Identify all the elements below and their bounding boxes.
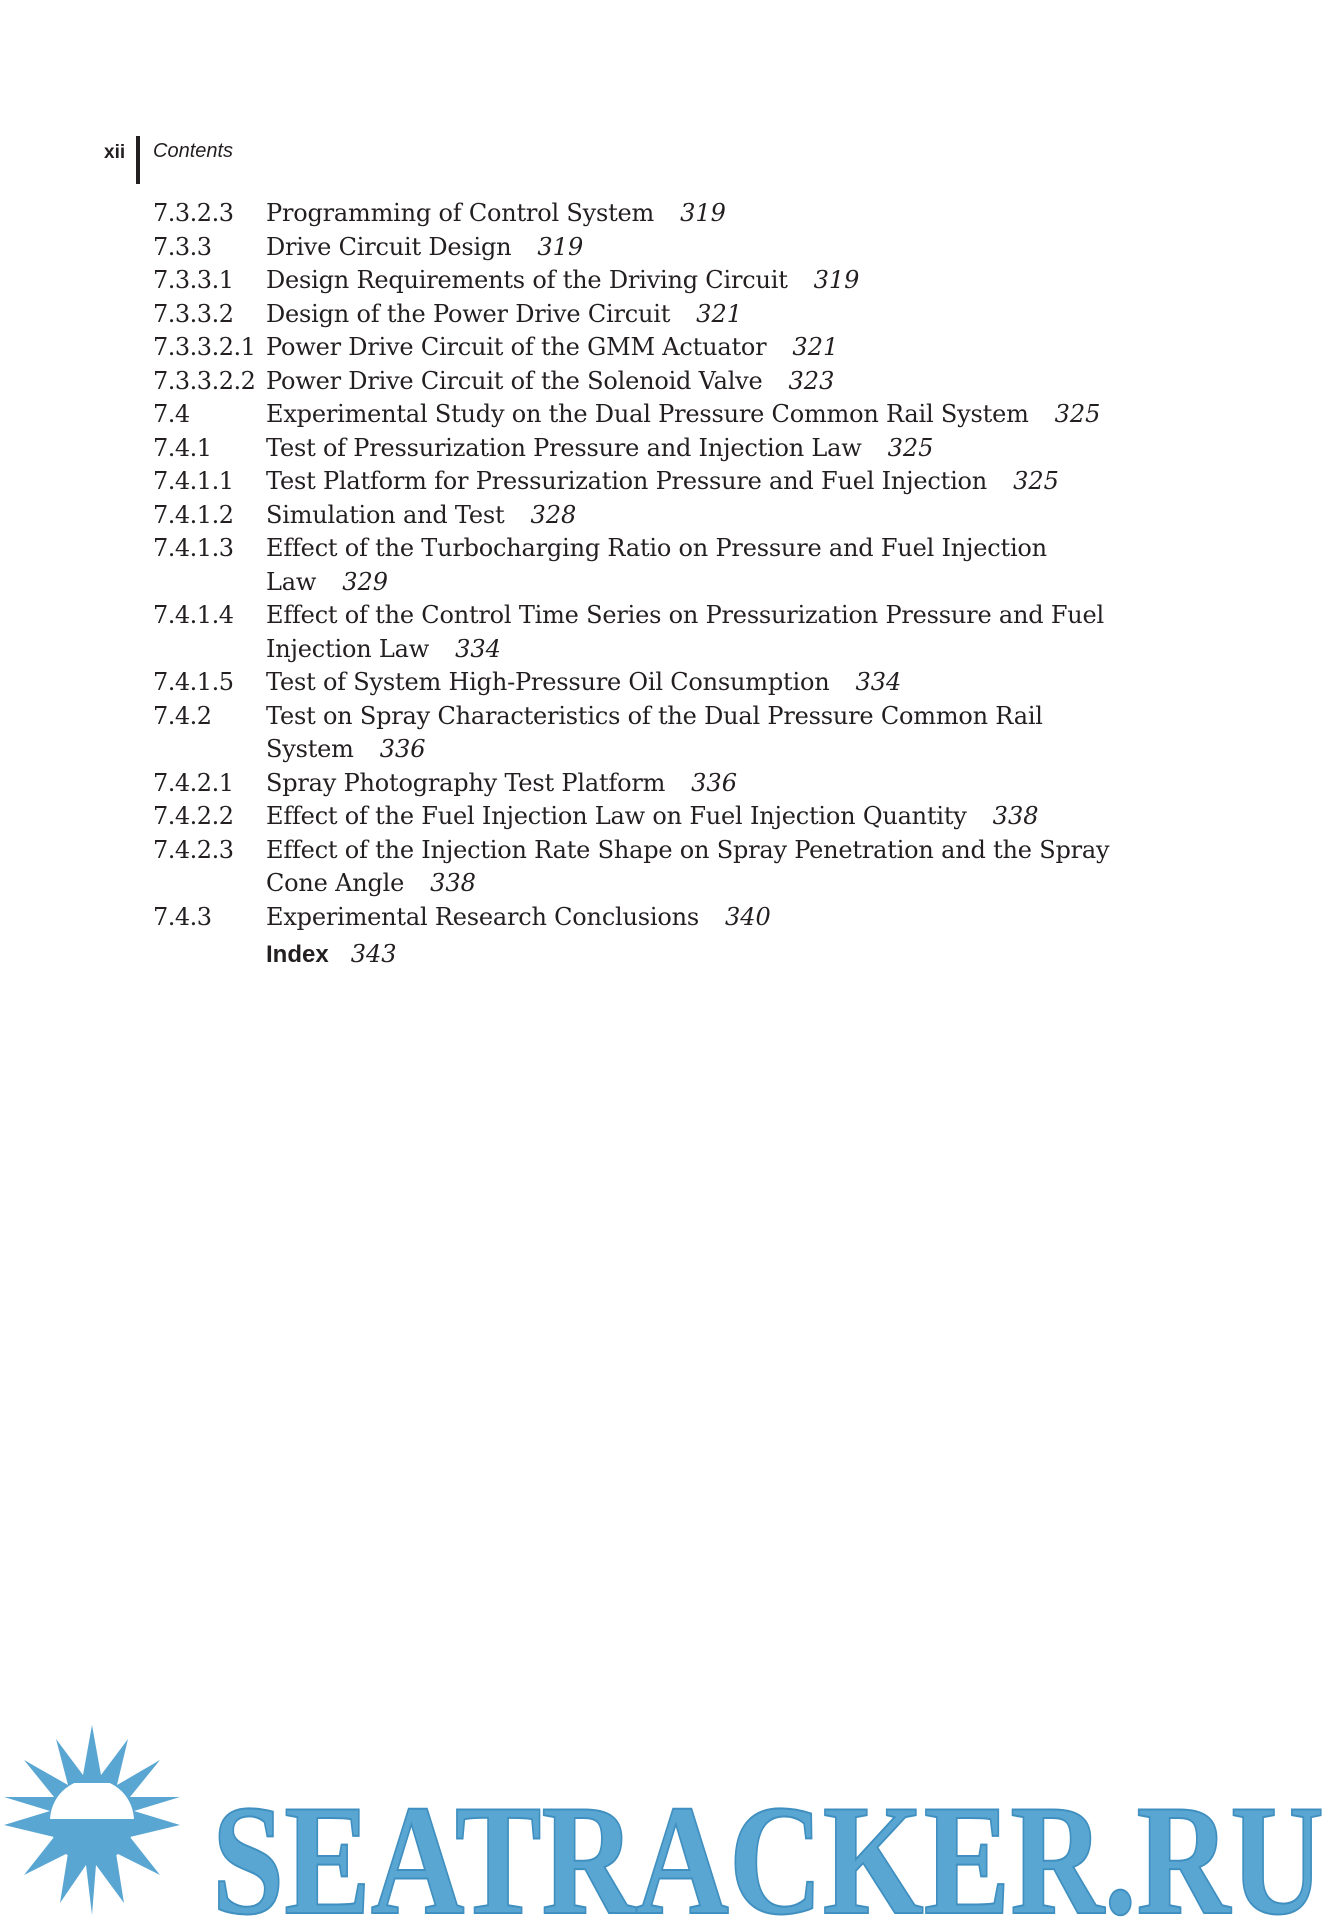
toc-entry-title: Design of the Power Drive Circuit: [266, 299, 671, 328]
toc-entry[interactable]: [153, 365, 1173, 399]
toc-entry-number: 7.3.3.2.2: [153, 366, 256, 395]
sun-logo-icon: [4, 1725, 180, 1915]
toc-entry-body: [266, 331, 1173, 365]
toc-entry[interactable]: [153, 666, 1173, 700]
toc-entry-title: Test on Spray Characteristics of the Dual Pressure Common Rail System: [266, 701, 1043, 763]
toc-entry-number: 7.4.1.4: [153, 601, 234, 629]
toc-entry-page: 323: [788, 366, 835, 395]
toc-entry[interactable]: [153, 231, 1173, 265]
toc-entry-body: [266, 465, 1173, 499]
toc-entry-title: Power Drive Circuit of the GMM Actuator: [266, 333, 767, 361]
toc-entry[interactable]: [153, 331, 1173, 365]
toc-entry[interactable]: [153, 298, 1173, 332]
toc-entry-title: Effect of the Fuel Injection Law on Fuel Injection Quantity: [266, 802, 967, 830]
toc-entry-body: [266, 767, 1173, 801]
toc-entry-page: 338: [992, 802, 1039, 830]
toc-entry-page: 336: [691, 768, 737, 797]
toc-entry-title: Drive Circuit Design: [266, 232, 512, 261]
toc-entry-number: 7.3.3.2: [153, 299, 234, 328]
toc-entry-number: 7.4.1.1: [153, 467, 234, 495]
toc-entry-title: Effect of the Turbocharging Ratio on Pressure and Fuel Injection Law: [266, 534, 1047, 596]
toc-entry-body: [266, 432, 1173, 466]
toc-entry-title: Effect of the Injection Rate Shape on Spray Penetration and the Spray Cone Angle: [266, 835, 1110, 897]
toc-entry[interactable]: [153, 901, 1173, 935]
toc-entry-number: 7.4.2.1: [153, 768, 234, 797]
toc-entry-number: 7.4.1.2: [153, 500, 234, 529]
toc-entry[interactable]: [153, 834, 1173, 901]
toc-entry-title: Programming of Control System: [266, 199, 655, 227]
toc-entry-body: [266, 499, 1173, 533]
running-title: Contents: [153, 140, 234, 162]
toc-entry-body: [266, 901, 1173, 935]
index-page-number: 343: [350, 940, 397, 968]
toc-entry-title: Test of Pressurization Pressure and Injection Law: [266, 433, 862, 462]
toc-entry-page: 329: [342, 567, 389, 596]
toc-entry-page: 325: [887, 433, 934, 462]
toc-entry-body: [266, 231, 1173, 265]
toc-entry-page: 319: [813, 266, 860, 294]
toc-entry-page: 336: [379, 735, 426, 763]
toc-entry[interactable]: [153, 800, 1173, 834]
toc-entry-page: 325: [1054, 400, 1101, 428]
toc-entry[interactable]: [153, 767, 1173, 801]
toc-entry-page: 328: [530, 500, 577, 529]
toc-entry-body: [266, 264, 1173, 298]
toc-entry-number: 7.4.3: [153, 902, 212, 931]
toc-entry-number: 7.4: [153, 400, 190, 428]
toc-entry[interactable]: [153, 432, 1173, 466]
toc-entry-body: [266, 800, 1173, 834]
table-of-contents: [153, 197, 1173, 934]
toc-entry-page: 340: [725, 902, 771, 931]
toc-entry-page: 334: [455, 634, 501, 663]
toc-entry[interactable]: [153, 264, 1173, 298]
toc-entry-title: Simulation and Test: [266, 500, 505, 529]
toc-entry-page: 325: [1013, 467, 1059, 495]
toc-entry-body: [266, 834, 1173, 901]
toc-entry-body: [266, 666, 1173, 700]
toc-entry[interactable]: [153, 700, 1173, 767]
toc-entry-page: 319: [680, 199, 726, 227]
header-rule: [136, 136, 140, 184]
toc-entry-page: 321: [696, 299, 742, 328]
toc-entry[interactable]: [153, 532, 1173, 599]
toc-entry-body: [266, 532, 1173, 599]
toc-entry-number: 7.4.2.3: [153, 835, 234, 864]
toc-entry-body: [266, 298, 1173, 332]
toc-entry[interactable]: [153, 499, 1173, 533]
toc-entry[interactable]: [153, 599, 1173, 666]
toc-entry-body: [266, 197, 1173, 231]
toc-entry-title: Experimental Research Conclusions: [266, 902, 700, 931]
toc-entry-number: 7.3.3.1: [153, 266, 234, 294]
page-number: xii: [104, 142, 126, 163]
toc-entry-page: 334: [855, 668, 902, 696]
index-entry[interactable]: [266, 938, 397, 971]
toc-entry-title: Power Drive Circuit of the Solenoid Valve: [266, 366, 763, 395]
toc-entry-title: Experimental Study on the Dual Pressure Common Rail System: [266, 400, 1029, 428]
toc-entry[interactable]: [153, 398, 1173, 432]
toc-entry-number: 7.4.1.3: [153, 534, 234, 562]
toc-entry-number: 7.4.2: [153, 701, 212, 730]
index-label: Index: [266, 941, 329, 968]
watermark-text: SEATRACKER.RU: [212, 1773, 1324, 1922]
toc-entry-title: Test Platform for Pressurization Pressure and Fuel Injection: [266, 467, 988, 495]
toc-entry[interactable]: [153, 197, 1173, 231]
toc-entry-number: 7.3.3.2.1: [153, 333, 256, 361]
watermark: [0, 1725, 1339, 1922]
toc-entry-title: Spray Photography Test Platform: [266, 768, 666, 797]
toc-entry-page: 319: [537, 232, 584, 261]
toc-entry-page: 338: [430, 869, 476, 897]
toc-entry-body: [266, 700, 1173, 767]
toc-entry-number: 7.4.2.2: [153, 802, 234, 830]
toc-entry-body: [266, 365, 1173, 399]
toc-entry-body: [266, 398, 1173, 432]
toc-entry-title: Test of System High-Pressure Oil Consumption: [266, 668, 830, 696]
toc-entry-number: 7.3.3: [153, 232, 212, 261]
toc-entry-page: 321: [792, 333, 839, 361]
toc-entry-body: [266, 599, 1173, 666]
toc-entry-number: 7.4.1.5: [153, 668, 234, 696]
toc-entry-title: Design Requirements of the Driving Circuit: [266, 266, 788, 294]
toc-entry[interactable]: [153, 465, 1173, 499]
toc-entry-number: 7.4.1: [153, 433, 212, 462]
toc-entry-title: Effect of the Control Time Series on Pressurization Pressure and Fuel Injection Law: [266, 601, 1105, 663]
toc-entry-number: 7.3.2.3: [153, 199, 234, 227]
